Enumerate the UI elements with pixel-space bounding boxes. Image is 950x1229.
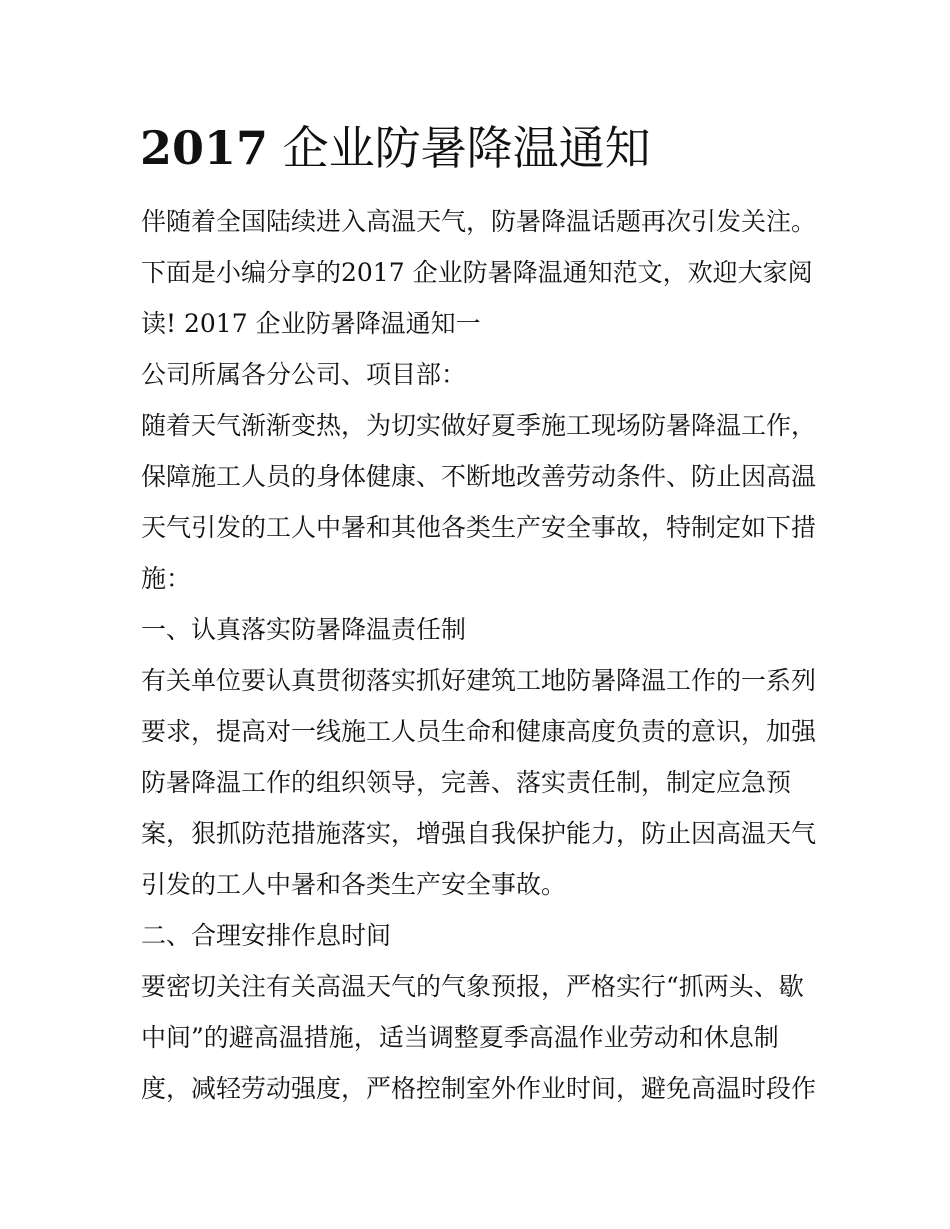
title-year: 2017 [140,121,269,175]
body-line: 防暑降温工作的组织领导，完善、落实责任制，制定应急预 [141,768,792,797]
body-line: 公司所属各分公司、项目部： [141,360,467,389]
document-title [140,118,651,178]
body-line: 伴随着全国陆续进入高温天气，防暑降温话题再次引发关注。 [141,207,817,236]
body-line: 度，减轻劳动强度，严格控制室外作业时间，避免高温时段作 [141,1074,817,1103]
body-line: 随着天气渐渐变热，为切实做好夏季施工现场防暑降温工作， [141,411,817,440]
body-line: 天气引发的工人中暑和其他各类生产安全事故，特制定如下措 [141,513,817,542]
body-line: 保障施工人员的身体健康、不断地改善劳动条件、防止因高温 [141,462,817,491]
body-line: 读! 2017 企业防暑降温通知一 [141,309,481,338]
body-line: 下面是小编分享的2017 企业防暑降温通知范文，欢迎大家阅 [141,258,813,287]
body-line: 要求，提高对一线施工人员生命和健康高度负责的意识，加强 [141,717,817,746]
body-line: 引发的工人中暑和各类生产安全事故。 [141,870,567,899]
body-line: 施： [141,564,192,593]
section-heading: 二、合理安排作息时间 [141,921,392,950]
body-line: 案，狠抓防范措施落实，增强自我保护能力，防止因高温天气 [141,819,817,848]
body-line: 中间”的避高温措施，适当调整夏季高温作业劳动和休息制 [141,1023,779,1052]
body-line: 有关单位要认真贯彻落实抓好建筑工地防暑降温工作的一系列 [141,666,817,695]
section-heading: 一、认真落实防暑降温责任制 [141,615,467,644]
title-text: 企业防暑降温通知 [282,121,651,175]
body-line: 要密切关注有关高温天气的气象预报，严格实行“抓两头、歇 [141,972,804,1001]
